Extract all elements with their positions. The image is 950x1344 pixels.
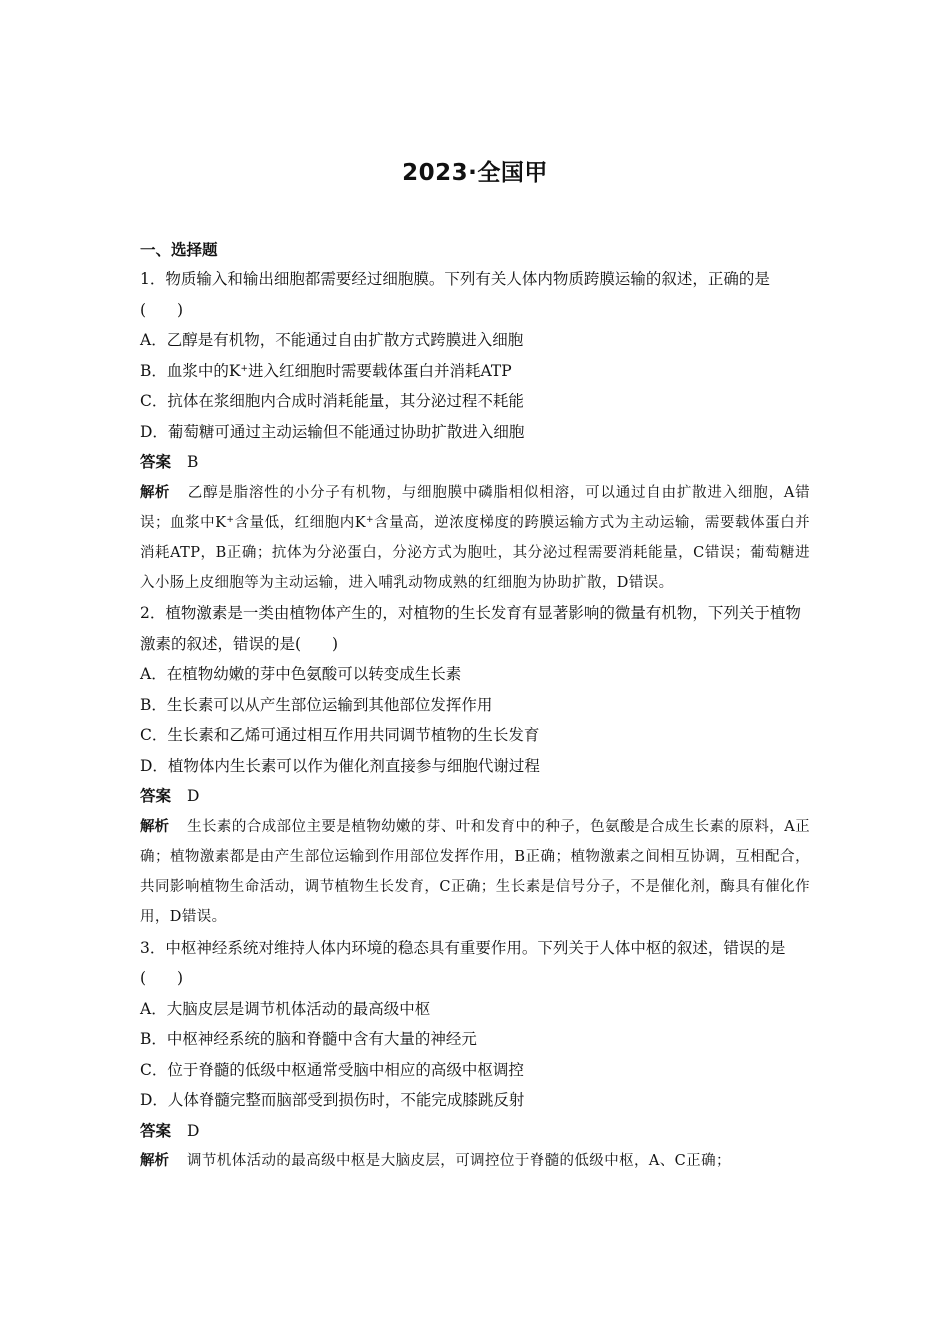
question-3 (140, 933, 810, 1177)
analysis-paragraph: 解析 乙醇是脂溶性的小分子有机物，与细胞膜中磷脂相似相溶，可以通过自由扩散进入细胞，A错误；血浆中K+含量低，红细胞内K+含量高，逆浓度梯度的跨膜运输方式为主动运输，需要载体蛋白并消耗ATP，B正确；抗体为分泌蛋白，分泌方式为胞吐，其分泌过程需要消耗能量，C错误；葡萄糖进入小肠上皮细胞等为主动运输，进入哺乳动物成熟的红细胞为协助扩散，D错误。 (140, 484, 811, 592)
option-b: B．血浆中的K+进入红细胞时需要载体蛋白并消耗ATP (140, 361, 512, 380)
question-1 (140, 264, 810, 598)
answer-value: B (187, 453, 199, 471)
analysis-paragraph: 解析 调节机体活动的最高级中枢是大脑皮层，可调控位于脊髓的低级中枢，A、C正确； (140, 1153, 731, 1170)
option-d: D．人体脊髓完整而脑部受到损伤时，不能完成膝跳反射 (140, 1091, 525, 1110)
answer-label: 答案 (140, 453, 172, 471)
question-stem: 1．物质输入和输出细胞都需要经过细胞膜。下列有关人体内物质跨膜运输的叙述，正确的是( ) (140, 270, 770, 319)
option-a: A．乙醇是有机物，不能通过自由扩散方式跨膜进入细胞 (140, 331, 524, 349)
answer-value: D (187, 1121, 200, 1140)
answer-line (140, 447, 810, 478)
question-stem: 2．植物激素是一类由植物体产生的，对植物的生长发育有显著影响的微量有机物，下列关于植物激素的叙述，错误的是( ) (140, 604, 801, 653)
question-2 (140, 598, 810, 932)
option-a: A．大脑皮层是调节机体活动的最高级中枢 (140, 999, 431, 1018)
answer-value: D (187, 787, 200, 806)
option-a: A．在植物幼嫩的芽中色氨酸可以转变成生长素 (140, 665, 462, 684)
analysis-label: 解析 (140, 818, 170, 835)
option-c: C．位于脊髓的低级中枢通常受脑中相应的高级中枢调控 (140, 1060, 524, 1079)
content (140, 236, 810, 1176)
answer-label: 答案 (140, 1121, 172, 1140)
option-d: D．葡萄糖可通过主动运输但不能通过协助扩散进入细胞 (140, 422, 525, 441)
answer-line (140, 1116, 810, 1147)
option-b: B．生长素可以从产生部位运输到其他部位发挥作用 (140, 695, 493, 714)
section-heading: 一、选择题 (140, 241, 218, 259)
analysis-label: 解析 (140, 1153, 169, 1170)
analysis-paragraph: 解析 生长素的合成部位主要是植物幼嫩的芽、叶和发育中的种子，色氨酸是合成生长素的原料，A正确；植物激素都是由产生部位运输到作用部位发挥作用，B正确；植物激素之间相互协调，互相配合，共同影响植物生命活动，调节植物生长发育，C正确；生长素是信号分子，不是催化剂，酶具有催化作用，D错误。 (140, 818, 810, 926)
question-stem: 3．中枢神经系统对维持人体内环境的稳态具有重要作用。下列关于人体中枢的叙述，错误的是( ) (140, 938, 786, 988)
answer-label: 答案 (140, 787, 172, 806)
option-c: C．抗体在浆细胞内合成时消耗能量，其分泌过程不耗能 (140, 392, 524, 410)
page-title: 2023·全国甲 (402, 160, 548, 186)
analysis-label: 解析 (140, 484, 170, 501)
option-d: D．植物体内生长素可以作为催化剂直接参与细胞代谢过程 (140, 756, 540, 775)
option-c: C．生长素和乙烯可通过相互作用共同调节植物的生长发育 (140, 726, 540, 745)
answer-line (140, 781, 810, 812)
option-b: B．中枢神经系统的脑和脊髓中含有大量的神经元 (140, 1030, 477, 1049)
